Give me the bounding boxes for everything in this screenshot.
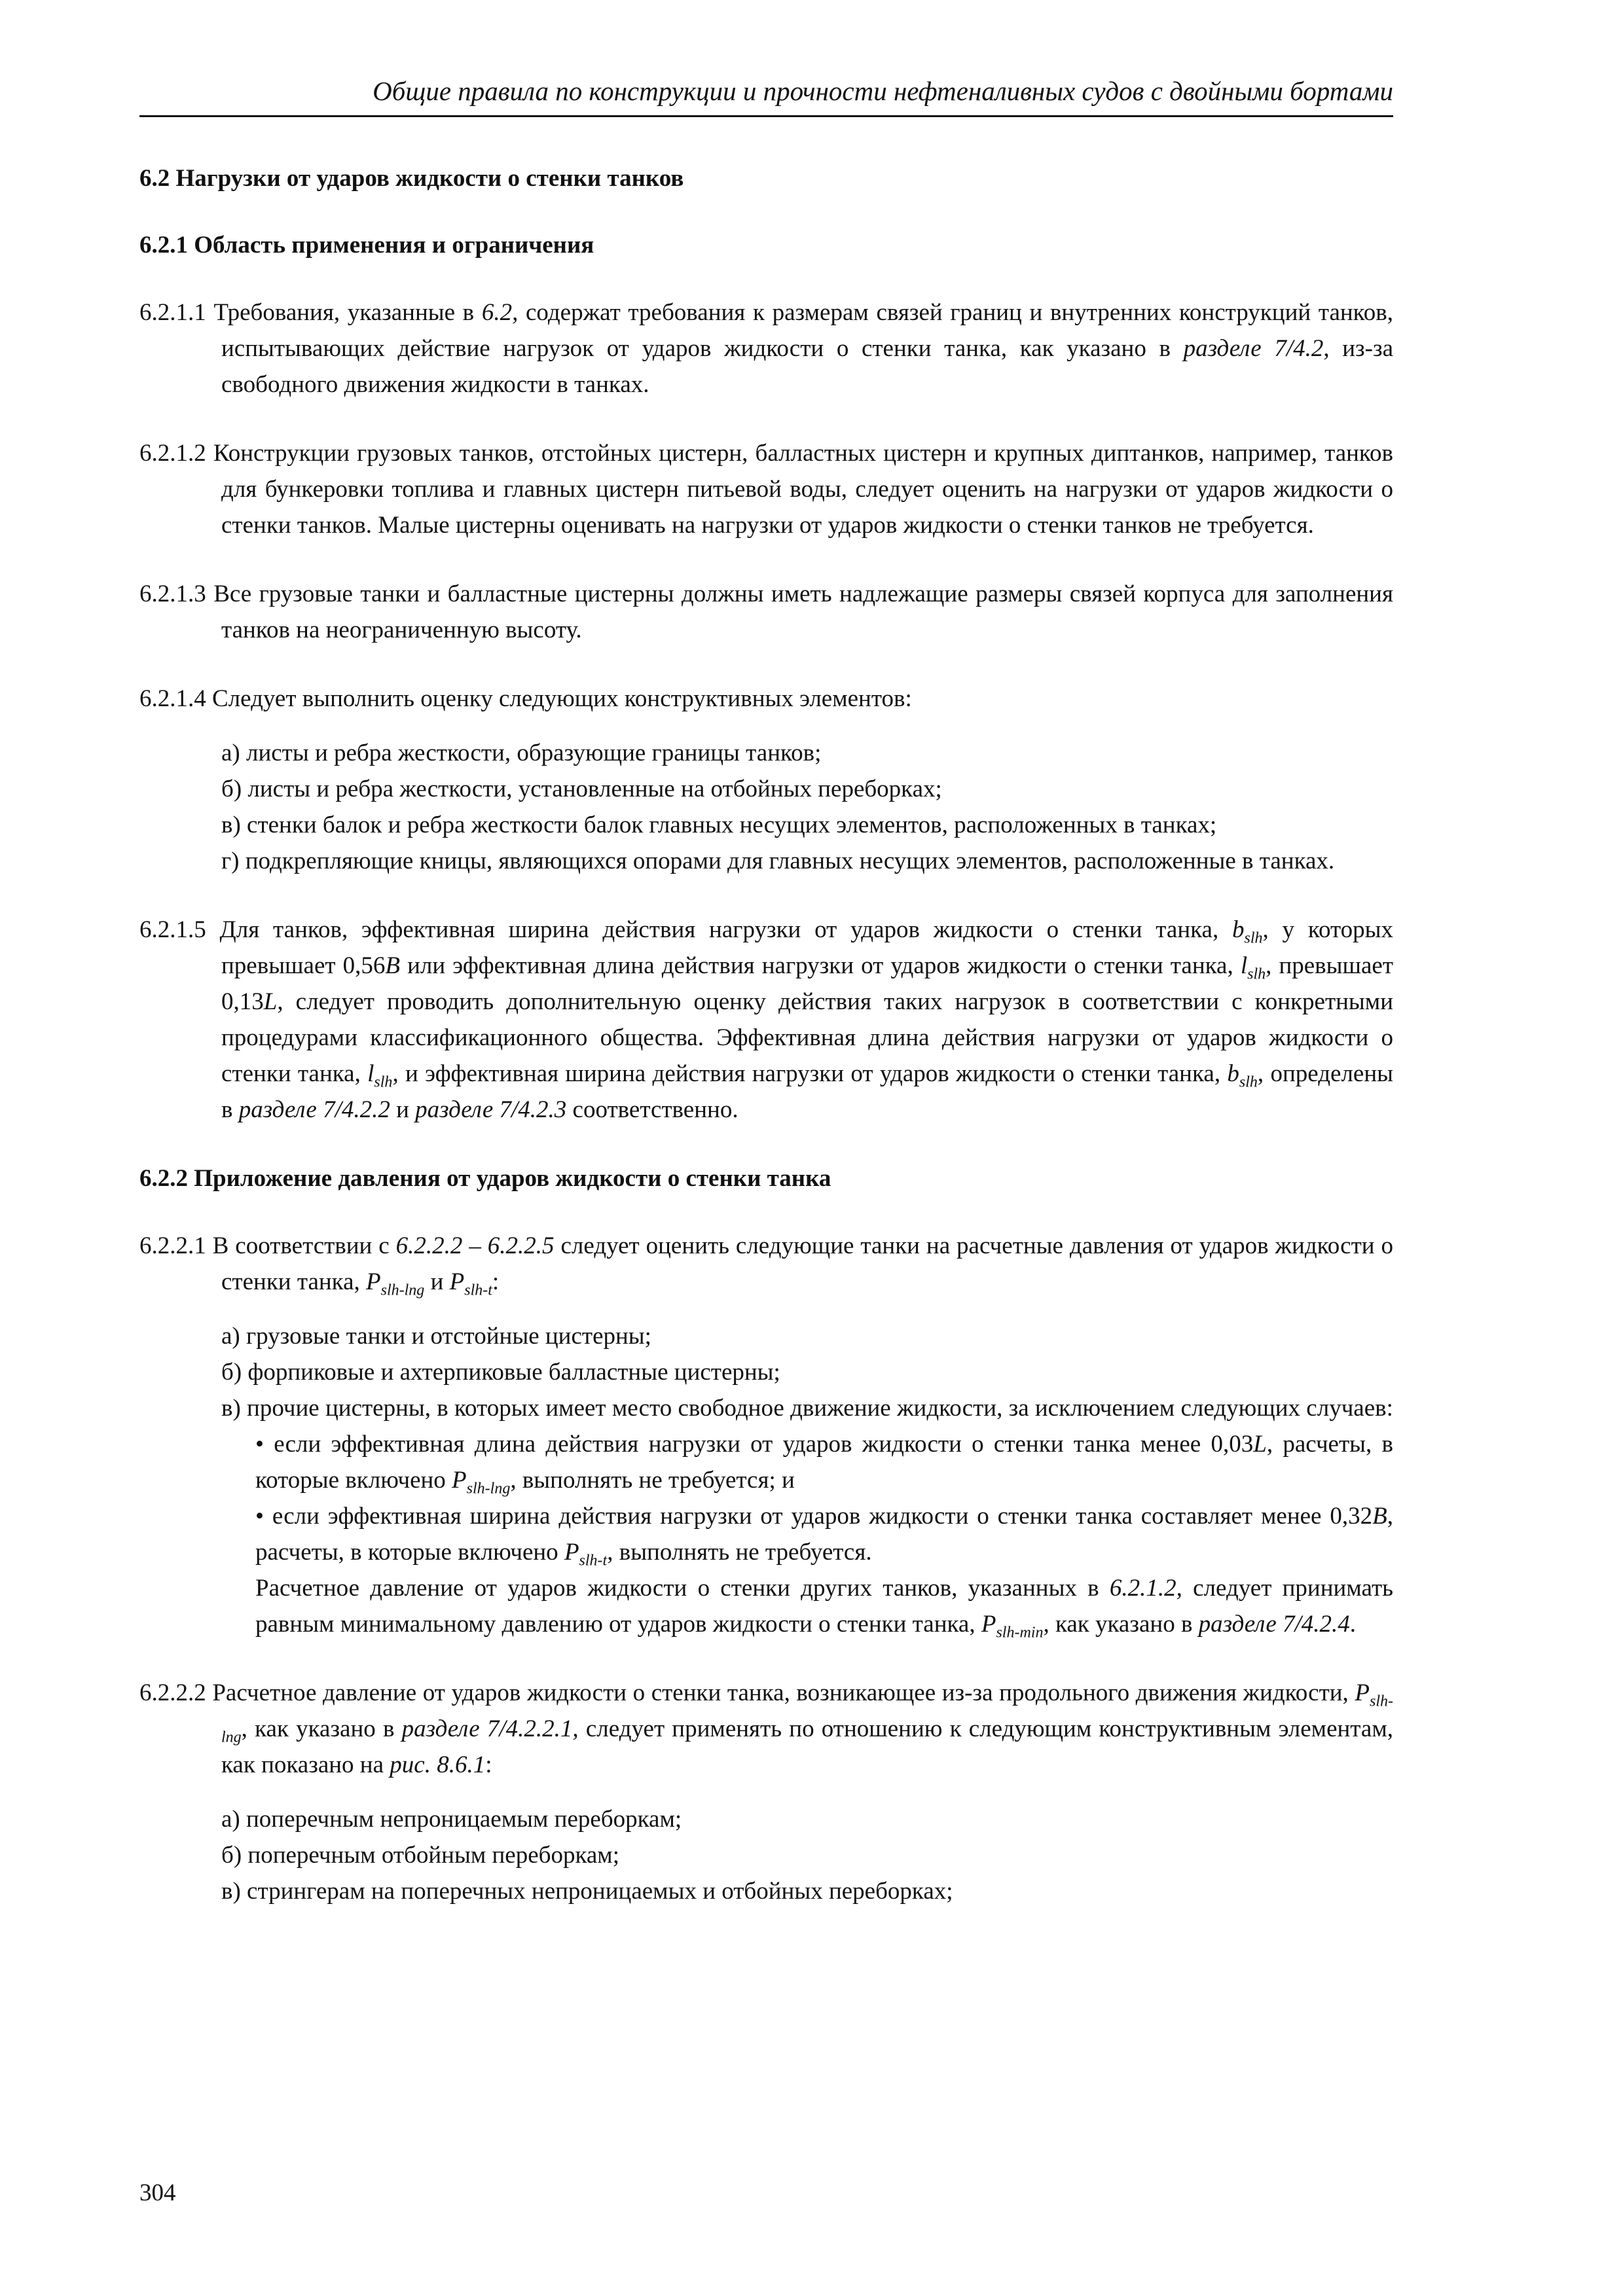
note-text: Расчетное давление от ударов жидкости о стенки других танков, указанных в 6.2.1.2, следует принимать равным минимальному давлению от ударов жидкости о стенки танка, $P_{slh-min}$, как указано в разделе 7/4.2.4.: [255, 1575, 1393, 1641]
paragraph-6-2-1-1: 6.2.1.1 Требования, указанные в 6.2, содержат требования к размерам связей границ и внутренних конструкций танков, испытывающих действие нагрузок от ударов жидкости о стенки танка, как указано в разделе 7/4.2, из-за свободного движения жидкости в танках.: [139, 299, 1394, 398]
list-item: б) листы и ребра жесткости, установленные на отбойных переборках;: [221, 776, 942, 802]
tank-list: [139, 1318, 1393, 1642]
subsection-heading-6-2-1: 6.2.1 Область применения и ограничения: [139, 232, 594, 259]
document-body: [139, 160, 1393, 1909]
cross-reference: разделе 7/4.2.2.1,: [401, 1715, 579, 1742]
paragraph-6-2-2-1: 6.2.2.1 В соответствии с 6.2.2.2 – 6.2.2.5 следует оценить следующие танки на расчетные давления от ударов жидкости о стенки танка, $P_{slh-lng}$ и $P_{slh-t}$:: [139, 1232, 1394, 1299]
cross-reference: 6.2,: [481, 299, 519, 326]
header-rule: [139, 115, 1393, 117]
paragraph-6-2-2-2: 6.2.2.2 Расчетное давление от ударов жидкости о стенки танка, возникающее из-за продольного движения жидкости, $P_{slh-lng}$, как указано в разделе 7/4.2.2.1, следует применять по отношению к следующим конструктивным элементам, как показано на рис. 8.6.1:: [139, 1679, 1394, 1778]
cross-reference: разделе 7/4.2.4: [1198, 1611, 1350, 1638]
cross-reference: разделе 7/4.2: [1183, 335, 1324, 362]
list-item: б) форпиковые и ахтерпиковые балластные цистерны;: [221, 1359, 780, 1386]
cross-reference: рис. 8.6.1: [390, 1751, 486, 1778]
bulkhead-list: [139, 1801, 1393, 1909]
running-header: Общие правила по конструкции и прочности нефтеналивных судов с двойными бортами: [373, 76, 1393, 106]
paragraph-6-2-1-4: 6.2.1.4 Следует выполнить оценку следующих конструктивных элементов:: [139, 685, 912, 712]
list-item: г) подкрепляющие кницы, являющихся опорами для главных несущих элементов, расположенные в танках.: [221, 848, 1335, 874]
paragraph-6-2-1-2: 6.2.1.2 Конструкции грузовых танков, отстойных цистерн, балластных цистерн и крупных диптанков, например, танков для бункеровки топлива и главных цистерн питьевой воды, следует оценить на нагрузки от ударов жидкости о стенки танков. Малые цистерны оценивать на нагрузки от ударов жидкости о стенки танков не требуется.: [139, 440, 1393, 539]
list-item: а) поперечным непроницаемым переборкам;: [221, 1806, 682, 1833]
cross-reference: 6.2.1.2,: [1109, 1575, 1182, 1602]
list-item: а) листы и ребра жесткости, образующие границы танков;: [221, 740, 822, 766]
cross-reference: разделе 7/4.2.3: [415, 1096, 567, 1123]
paragraph-6-2-1-3: 6.2.1.3 Все грузовые танки и балластные цистерны должны иметь надлежащие размеры связей корпуса для заполнения танков на неограниченную высоту.: [139, 581, 1393, 643]
paragraph-6-2-1-5: 6.2.1.5 Для танков, эффективная ширина действия нагрузки от ударов жидкости о стенки танка, $b_{slh}$, у которых превышает 0,56B или эффективная длина действия нагрузки от ударов жидкости о стенки танка, $l_{slh}$, превышает 0,13L, следует проводить дополнительную оценку действия таких нагрузок в соответствии с конкретными процедурами классификационного общества. Эффективная длина действия нагрузки от ударов жидкости о стенки танка, $l_{slh}$, и эффективная ширина действия нагрузки от ударов жидкости о стенки танка, $b_{slh}$, определены в разделе 7/4.2.2 и разделе 7/4.2.3 соответственно.: [139, 916, 1394, 1123]
cross-reference: 6.2.2.2 – 6.2.2.5: [395, 1232, 555, 1259]
bullet-item: • если эффективная ширина действия нагрузки от ударов жидкости о стенки танка составляет менее 0,32B, расчеты, в которые включено $P_{slh-t}$, выполнять не требуется.: [255, 1503, 1393, 1570]
list-item: в) стрингерам на поперечных непроницаемых и отбойных переборках;: [221, 1878, 953, 1905]
element-list: [139, 735, 1393, 879]
list-item: в) стенки балок и ребра жесткости балок главных несущих элементов, расположенных в танках;: [221, 812, 1217, 838]
section-heading: 6.2 Нагрузки от ударов жидкости о стенки танков: [139, 165, 684, 192]
bullet-item: • если эффективная длина действия нагрузки от ударов жидкости о стенки танка менее 0,03L, расчеты, в которые включено $P_{slh-lng}$, выполнять не требуется; и: [255, 1431, 1393, 1498]
page-number: 304: [139, 2179, 176, 2206]
list-item: б) поперечным отбойным переборкам;: [221, 1842, 619, 1869]
list-item: в) прочие цистерны, в которых имеет место свободное движение жидкости, за исключением следующих случаев:: [221, 1395, 1393, 1422]
subsection-heading-6-2-2: 6.2.2 Приложение давления от ударов жидкости о стенки танка: [139, 1165, 831, 1192]
list-item: а) грузовые танки и отстойные цистерны;: [221, 1323, 651, 1350]
cross-reference: разделе 7/4.2.2: [238, 1096, 390, 1123]
